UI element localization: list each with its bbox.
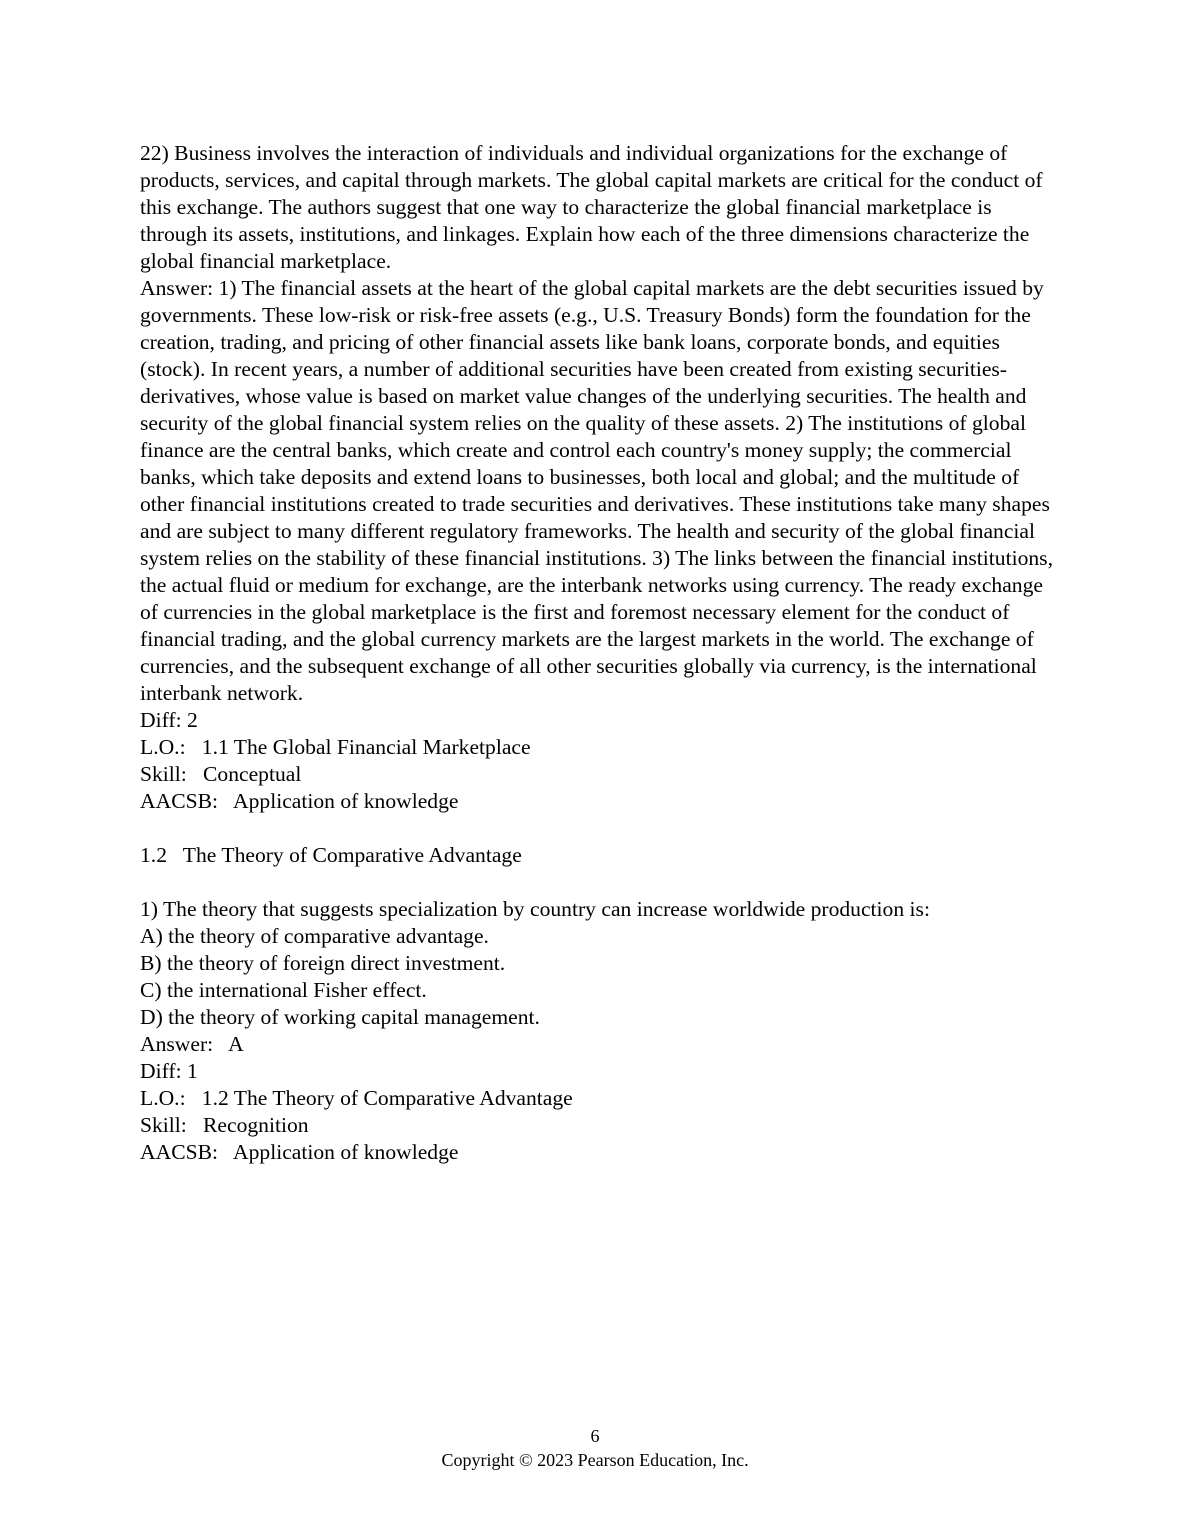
question-1-text: 1) The theory that suggests specialization by country can increase worldwide production is: — [140, 897, 930, 921]
question-1-difficulty: Diff: 1 — [140, 1059, 198, 1083]
question-1-option-c: C) the international Fisher effect. — [140, 978, 427, 1002]
section-heading: 1.2 The Theory of Comparative Advantage — [140, 843, 522, 867]
question-1-aacsb: AACSB: Application of knowledge — [140, 1140, 459, 1164]
question-1-skill: Skill: Recognition — [140, 1113, 309, 1137]
question-1-option-d: D) the theory of working capital management. — [140, 1005, 540, 1029]
question-22-skill: Skill: Conceptual — [140, 762, 302, 786]
spacer — [140, 869, 1055, 896]
copyright-notice: Copyright © 2023 Pearson Education, Inc. — [441, 1450, 749, 1470]
page-content — [140, 140, 1055, 1166]
question-22-aacsb: AACSB: Application of knowledge — [140, 789, 459, 813]
question-22-learning-objective: L.O.: 1.1 The Global Financial Marketplace — [140, 735, 531, 759]
question-1-learning-objective: L.O.: 1.2 The Theory of Comparative Advantage — [140, 1086, 573, 1110]
page-number: 6 — [590, 1426, 600, 1446]
question-1-option-b: B) the theory of foreign direct investment. — [140, 951, 506, 975]
question-22-answer: Answer: 1) The financial assets at the heart of the global capital markets are the debt securities issued by governments. These low-risk or risk-free assets (e.g., U.S. Treasury Bonds) form the foundation for the creation, trading, and pricing of other financial assets like bank loans, corporate bonds, and equities (stock). In recent years, a number of additional securities have been created from existing securities-derivatives, whose value is based on market value changes of the underlying securities. The health and security of the global financial system relies on the quality of these assets. 2) The institutions of global finance are the central banks, which create and control each country's money supply; the commercial banks, which take deposits and extend loans to businesses, both local and global; and the multitude of other financial institutions created to trade securities and derivatives. These institutions take many shapes and are subject to many different regulatory frameworks. The health and security of the global financial system relies on the stability of these financial institutions. 3) The links between the financial institutions, the actual fluid or medium for exchange, are the interbank networks using currency. The ready exchange of currencies in the global marketplace is the first and foremost necessary element for the conduct of financial trading, and the global currency markets are the largest markets in the world. The exchange of currencies, and the subsequent exchange of all other securities globally via currency, is the international interbank network. — [140, 276, 1053, 705]
question-1-option-a: A) the theory of comparative advantage. — [140, 924, 489, 948]
question-22-text: 22) Business involves the interaction of individuals and individual organizations for the exchange of products, services, and capital through markets. The global capital markets are critical for the conduct of this exchange. The authors suggest that one way to characterize the global financial marketplace is through its assets, institutions, and linkages. Explain how each of the three dimensions characterize the global financial marketplace. — [140, 141, 1043, 273]
spacer — [140, 815, 1055, 842]
question-22-difficulty: Diff: 2 — [140, 708, 198, 732]
question-1-answer: Answer: A — [140, 1032, 244, 1056]
